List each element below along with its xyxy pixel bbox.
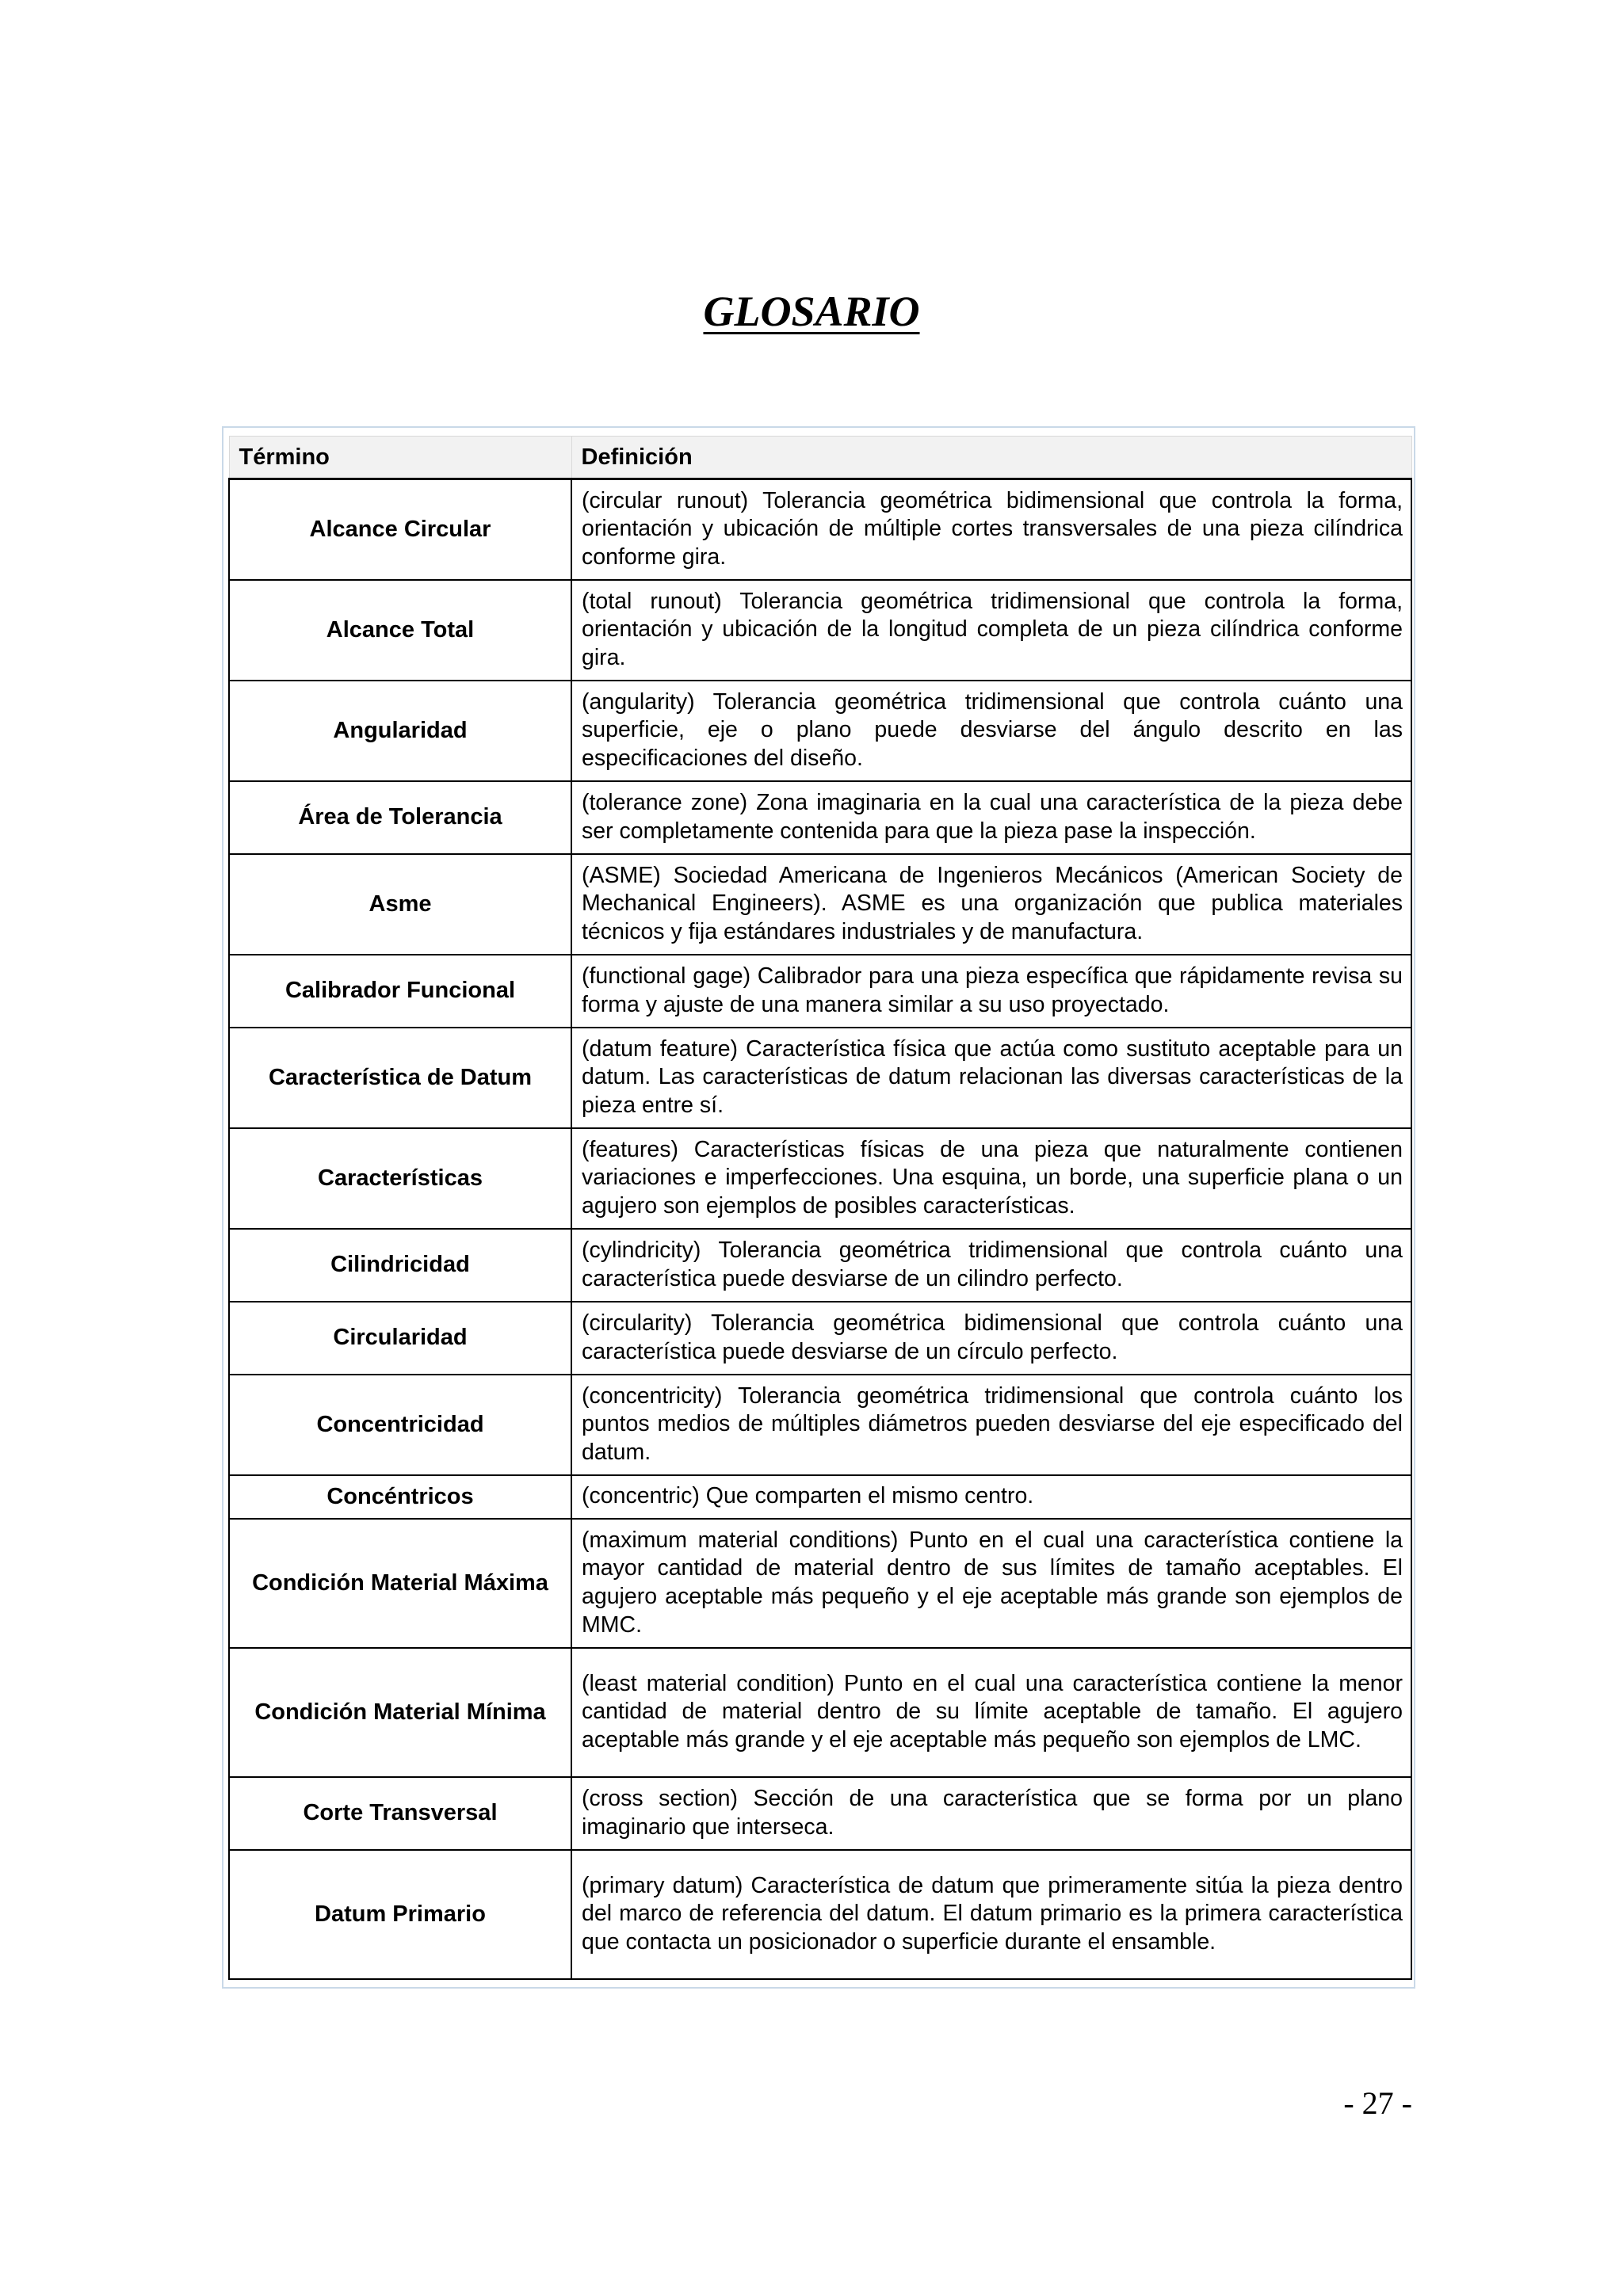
- page-number: - 27 -: [1343, 2085, 1412, 2121]
- term-cell: Calibrador Funcional: [229, 955, 571, 1028]
- header-definition: Definición: [571, 437, 1411, 479]
- definition-cell: (concentric) Que comparten el mismo centro.: [571, 1475, 1411, 1519]
- table-row: [229, 1475, 1411, 1519]
- definition-cell: (circular runout) Tolerancia geométrica bidimensional que controla la forma, orientación y ubicación de múltiple cortes transversales de una pieza cilíndrica conforme gira.: [571, 479, 1411, 580]
- definition-cell: (ASME) Sociedad Americana de Ingenieros Mecánicos (American Society de Mechanical Engineers). ASME es una organización que publica materiales técnicos y fija estándares industriales y de manufactura.: [571, 854, 1411, 955]
- table-row: [229, 1777, 1411, 1850]
- term-cell: Condición Material Máxima: [229, 1519, 571, 1648]
- table-row: [229, 1229, 1411, 1302]
- table-row: [229, 1850, 1411, 1979]
- definition-cell: (circularity) Tolerancia geométrica bidimensional que controla cuánto una característica puede desviarse de un círculo perfecto.: [571, 1302, 1411, 1375]
- definition-cell: (functional gage) Calibrador para una pieza específica que rápidamente revisa su forma y ajuste de una manera similar a su uso proyectado.: [571, 955, 1411, 1028]
- glossary-table-frame: [222, 426, 1415, 1989]
- definition-cell: (datum feature) Característica física que actúa como sustituto aceptable para un datum. Las características de datum relacionan las diversas características de la pieza entre sí.: [571, 1028, 1411, 1128]
- term-cell: Corte Transversal: [229, 1777, 571, 1850]
- term-cell: Cilindricidad: [229, 1229, 571, 1302]
- table-row: [229, 580, 1411, 681]
- table-row: [229, 955, 1411, 1028]
- definition-cell: (angularity) Tolerancia geométrica tridimensional que controla cuánto una superficie, eje o plano puede desviarse del ángulo descrito en las especificaciones del diseño.: [571, 681, 1411, 781]
- table-row: [229, 681, 1411, 781]
- term-cell: Área de Tolerancia: [229, 781, 571, 854]
- definition-cell: (cylindricity) Tolerancia geométrica tridimensional que controla cuánto una característica puede desviarse de un cilindro perfecto.: [571, 1229, 1411, 1302]
- term-cell: Angularidad: [229, 681, 571, 781]
- term-cell: Concentricidad: [229, 1375, 571, 1475]
- table-header-row: [229, 437, 1411, 479]
- term-cell: Condición Material Mínima: [229, 1648, 571, 1777]
- table-row: [229, 1028, 1411, 1128]
- term-cell: Alcance Circular: [229, 479, 571, 580]
- term-cell: Características: [229, 1128, 571, 1229]
- definition-cell: (maximum material conditions) Punto en el cual una característica contiene la mayor cantidad de material dentro de sus límites de tamaño aceptables. El agujero aceptable más pequeño y el eje aceptable más grande son ejemplos de MMC.: [571, 1519, 1411, 1648]
- table-row: [229, 479, 1411, 580]
- term-cell: Concéntricos: [229, 1475, 571, 1519]
- table-row: [229, 781, 1411, 854]
- definition-cell: (least material condition) Punto en el cual una característica contiene la menor cantidad de material dentro de su límite aceptable de tamaño. El agujero aceptable más grande y el eje aceptable más pequeño son ejemplos de LMC.: [571, 1648, 1411, 1777]
- table-row: [229, 1128, 1411, 1229]
- header-term: Término: [229, 437, 571, 479]
- table-row: [229, 854, 1411, 955]
- definition-cell: (features) Características físicas de una pieza que naturalmente contienen variaciones e imperfecciones. Una esquina, un borde, una superficie plana o un agujero son ejemplos de posibles características.: [571, 1128, 1411, 1229]
- table-row: [229, 1302, 1411, 1375]
- glossary-table: [228, 436, 1412, 1980]
- term-cell: Circularidad: [229, 1302, 571, 1375]
- term-cell: Asme: [229, 854, 571, 955]
- term-cell: Característica de Datum: [229, 1028, 571, 1128]
- table-row: [229, 1519, 1411, 1648]
- term-cell: Alcance Total: [229, 580, 571, 681]
- definition-cell: (tolerance zone) Zona imaginaria en la cual una característica de la pieza debe ser completamente contenida para que la pieza pase la inspección.: [571, 781, 1411, 854]
- table-row: [229, 1648, 1411, 1777]
- definition-cell: (cross section) Sección de una característica que se forma por un plano imaginario que interseca.: [571, 1777, 1411, 1850]
- page-title: GLOSARIO: [703, 288, 920, 335]
- definition-cell: (primary datum) Característica de datum que primeramente sitúa la pieza dentro del marco de referencia del datum. El datum primario es la primera característica que contacta un posicionador o superficie durante el ensamble.: [571, 1850, 1411, 1979]
- term-cell: Datum Primario: [229, 1850, 571, 1979]
- definition-cell: (total runout) Tolerancia geométrica tridimensional que controla la forma, orientación y ubicación de la longitud completa de un pieza cilíndrica conforme gira.: [571, 580, 1411, 681]
- table-row: [229, 1375, 1411, 1475]
- definition-cell: (concentricity) Tolerancia geométrica tridimensional que controla cuánto los puntos medios de múltiples diámetros pueden desviarse del eje especificado del datum.: [571, 1375, 1411, 1475]
